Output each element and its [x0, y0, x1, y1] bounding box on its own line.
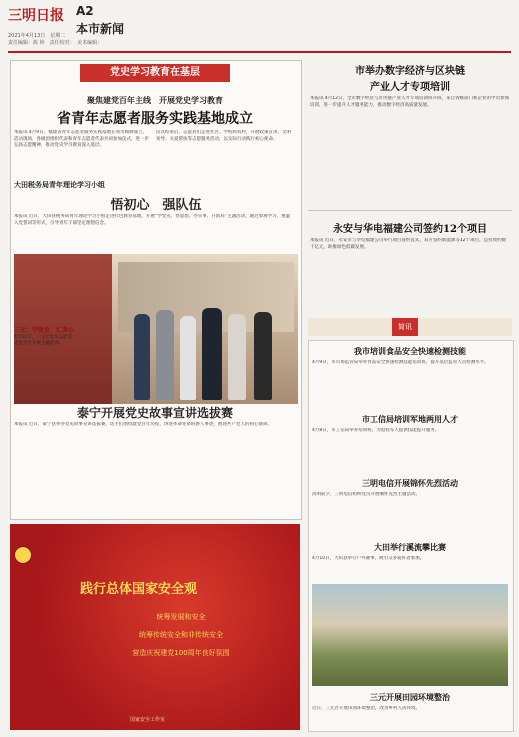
photo-person	[202, 308, 222, 400]
photo-person	[228, 314, 246, 400]
photo-person	[134, 314, 150, 400]
security-poster	[10, 524, 300, 730]
article-body-2: 仪式结束后，志愿者们走进社区、学校和农村，开展政策宣讲、文明劝导、关爱帮扶等志愿服务活动，以实际行动践行初心使命。	[156, 130, 291, 142]
poster-title: 践行总体国家安全观	[80, 582, 198, 597]
article-headline[interactable]: 省青年志愿者服务实践基地成立	[57, 111, 253, 127]
brief-1-body: 4月9日，市市场监管局举办食品安全快速检测技能培训班，提升基层监管人员检测水平。	[312, 360, 489, 365]
national-emblem-icon	[14, 546, 32, 564]
article-body-3: 本报讯 近日，泰宁县举办党史故事宣讲选拔赛，选手们围绕建党百年历程，讲述革命先辈的感人事迹，展现共产党人的初心使命。	[14, 422, 272, 427]
brief-2-title[interactable]: 市工信局培训军地两用人才	[362, 414, 458, 424]
sub-article-body: 本报讯 近日，大田县税务局青年理论学习小组走进红色教育基地，开展“学党史、悟思想、办实事、开新局”主题活动，通过参观学习、重温入党誓词等形式，引导青年干部坚定理想信念。	[14, 214, 291, 226]
brief-4-body: 4月10日，大田县举行户外赛事，吸引众多爱好者参加。	[312, 556, 425, 561]
poster-line-1: 统筹发展和安全	[156, 613, 206, 621]
countryside-photo	[312, 584, 508, 686]
photo-person	[254, 312, 272, 400]
photo-person	[180, 316, 196, 400]
right-headline-1a[interactable]: 市举办数字经济与区块链	[355, 66, 465, 77]
right-headline-1b[interactable]: 产业人才专项培训	[370, 82, 450, 93]
sub-article-kicker: 大田税务局青年理论学习小组	[14, 181, 105, 189]
poster-footer: 国家安全工作室	[130, 717, 166, 723]
brief-label: 简讯	[392, 318, 418, 336]
page-name: 本市新闻	[76, 22, 125, 36]
photo-caption	[14, 328, 76, 348]
newspaper-logo: 三明日报	[8, 8, 64, 24]
brief-4-title[interactable]: 大田举行溪流攀比赛	[374, 542, 446, 552]
right-body-1: 本报讯 4月12日，全市数字经济与区块链产业人才专项培训班开班，来自各级部门和企业的学员参加培训，进一步提升人才服务能力，推动数字经济高质量发展。	[310, 96, 510, 108]
page-number: A2	[76, 4, 94, 18]
brief-3-title[interactable]: 三明电信开展锦怀先烈活动	[362, 478, 458, 488]
right-headline-2[interactable]: 永安与华电福建公司签约12个项目	[333, 224, 487, 235]
masthead-meta	[8, 33, 102, 47]
meta-editors: 责任编辑：陈 婷 责任校对： 美术编辑：	[8, 40, 103, 46]
article-kicker: 聚焦建党百年主线 开展党史学习教育	[87, 96, 223, 105]
poster-line-3: 营造庆祝建党100周年良好氛围	[132, 649, 230, 657]
right-divider	[308, 210, 512, 211]
right-photo-body: 近日，三元区开展田园环境整治，改善乡村人居环境。	[312, 706, 420, 711]
brief-3-body: 清明前夕，三明电信组织党员开展缅怀先烈主题活动。	[312, 492, 420, 497]
poster-line-2: 统筹传统安全和非传统安全	[139, 631, 223, 639]
section-banner: 党史学习教育在基层	[80, 64, 230, 82]
article-body-1: 本报讯 4月9日，福建省青年志愿者服务实践基地在我市揭牌成立。活动现场，各级团组织代表和青年志愿者代表共同参加仪式，进一步弘扬志愿精神，推动党史学习教育深入基层。	[14, 130, 149, 148]
right-photo-caption: 三元开展田园环境整治	[370, 692, 450, 702]
photo-person	[156, 310, 174, 400]
right-body-2: 本报讯 近日，永安市与华电福建公司举行项目签约仪式，双方签约新能源等12个项目，总投资约数十亿元，助推绿色低碳发展。	[310, 238, 507, 250]
photo-caption-body: 4月12日，三元区党员志愿者走进社区开展主题活动。	[14, 334, 73, 346]
brief-1-title[interactable]: 我市培训食品安全快速检测技能	[354, 346, 466, 356]
sub-article-headline[interactable]: 悟初心 强队伍	[110, 198, 202, 213]
photo-caption-title: 三元：学党史 汇美心	[14, 327, 75, 334]
meta-date: 2021年4月13日 星期二	[8, 33, 66, 39]
article-headline-3[interactable]: 泰宁开展党史故事宣讲选拔赛	[76, 406, 233, 420]
brief-2-body: 4月8日，市工信局举办培训班，为退役军人提供技能提升服务。	[312, 428, 440, 433]
masthead-rule	[8, 51, 511, 53]
